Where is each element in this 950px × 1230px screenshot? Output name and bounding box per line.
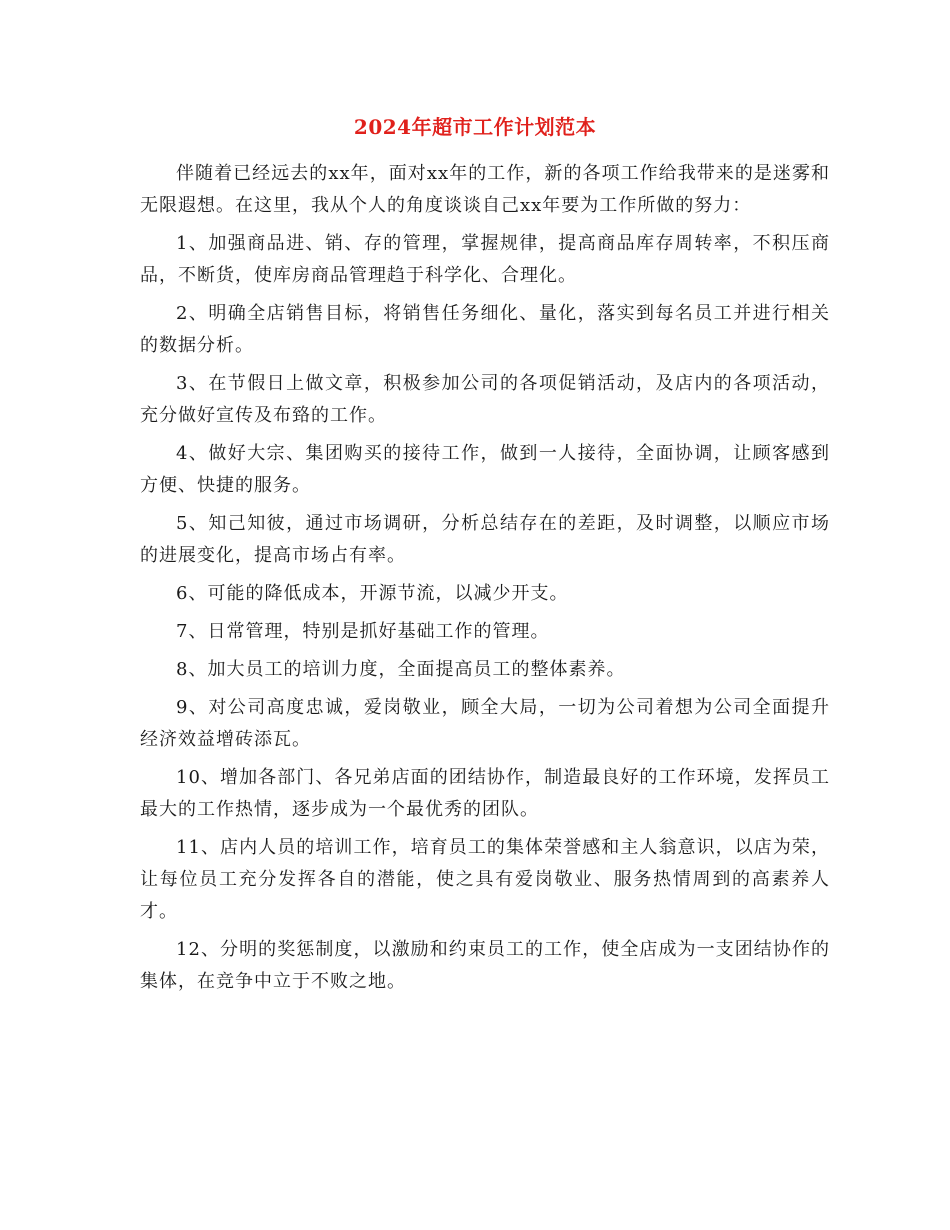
list-item-5: 5、知己知彼，通过市场调研，分析总结存在的差距，及时调整，以顺应市场的进展变化，提高市场占有率。 (140, 513, 830, 566)
list-item-2: 2、明确全店销售目标，将销售任务细化、量化，落实到每名员工并进行相关的数据分析。 (140, 303, 830, 356)
intro-paragraph: 伴随着已经远去的xx年，面对xx年的工作，新的各项工作给我带来的是迷雾和无限遐想。在这里，我从个人的角度谈谈自己xx年要为工作所做的努力： (140, 163, 830, 216)
page-title: 2024年超市工作计划范本 (353, 115, 597, 139)
list-item-9: 9、对公司高度忠诚，爱岗敬业，顾全大局，一切为公司着想为公司全面提升经济效益增砖添瓦。 (140, 697, 830, 750)
document-body (140, 158, 830, 1004)
list-item-3: 3、在节假日上做文章，积极参加公司的各项促销活动，及店内的各项活动，充分做好宣传及布臵的工作。 (140, 373, 830, 426)
list-item-8: 8、加大员工的培训力度，全面提高员工的整体素养。 (176, 659, 626, 680)
list-item-12: 12、分明的奖惩制度，以激励和约束员工的工作，使全店成为一支团结协作的集体，在竞争中立于不败之地。 (140, 939, 830, 992)
list-item-7: 7、日常管理，特别是抓好基础工作的管理。 (176, 621, 550, 642)
list-item-10: 10、增加各部门、各兄弟店面的团结协作，制造最良好的工作环境，发挥员工最大的工作热情，逐步成为一个最优秀的团队。 (140, 767, 830, 820)
list-item-1: 1、加强商品进、销、存的管理，掌握规律，提高商品库存周转率，不积压商品，不断货，使库房商品管理趋于科学化、合理化。 (140, 233, 830, 286)
list-item-4: 4、做好大宗、集团购买的接待工作，做到一人接待，全面协调，让顾客感到方便、快捷的服务。 (140, 443, 830, 496)
list-item-6: 6、可能的降低成本，开源节流，以减少开支。 (176, 583, 569, 604)
list-item-11: 11、店内人员的培训工作，培育员工的集体荣誉感和主人翁意识，以店为荣，让每位员工充分发挥各自的潜能，使之具有爱岗敬业、服务热情周到的高素养人才。 (140, 837, 830, 922)
